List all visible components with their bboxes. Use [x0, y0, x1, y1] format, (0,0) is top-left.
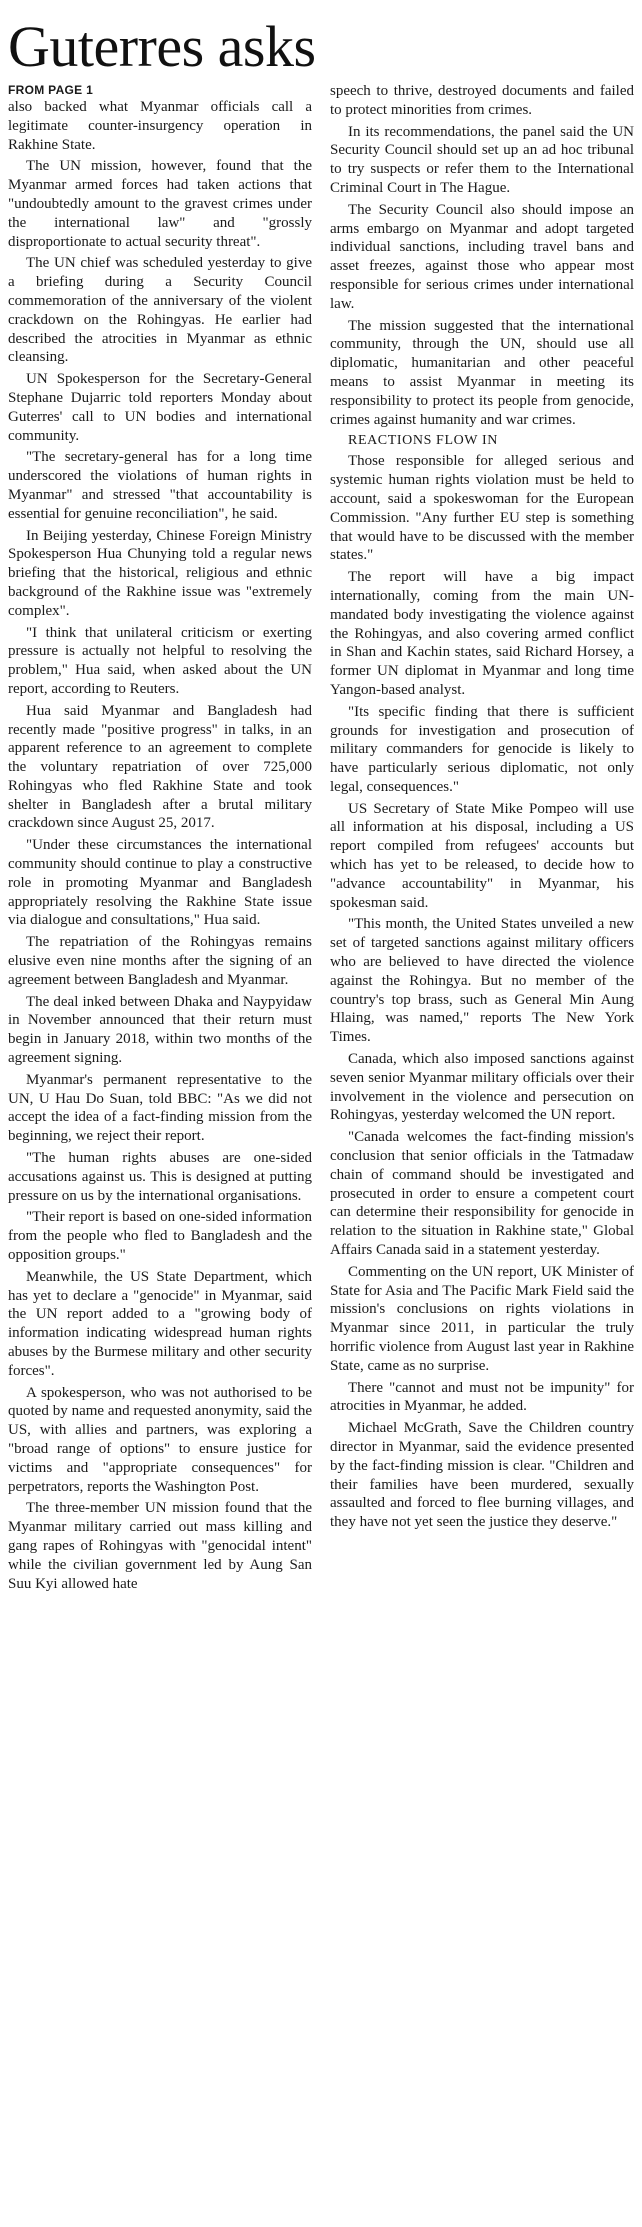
article-paragraph: Michael McGrath, Save the Children country director in Myanmar, said the evidence presented by the fact-finding mission is clear. "Children and their families have been murdered, sexually assaulted and forced to flee burning villages, and they have not yet seen the justice they deserve." — [330, 1420, 634, 1531]
article-paragraph: In Beijing yesterday, Chinese Foreign Ministry Spokesperson Hua Chunying told a regular news briefing that the historical, religious and ethnic background of the Rakhine issue was "extremely complex". — [8, 527, 312, 619]
article-paragraph: Canada, which also imposed sanctions against seven senior Myanmar military officials over their involvement in the violence and persecution on Rohingyas, yesterday welcomed the UN report. — [330, 1051, 634, 1124]
article-paragraph: "This month, the United States unveiled a new set of targeted sanctions against military officers who are believed to have directed the violence against the Rohingya. But no member of the country's top brass, such as General Min Aung Hlaing, was named," reports The New York Times. — [330, 916, 634, 1046]
article-paragraph: also backed what Myanmar officials call a legitimate counter-insurgency operation in Rakhine State. — [8, 99, 312, 153]
article-paragraph: "Canada welcomes the fact-finding mission's conclusion that senior officials in the Tatmadaw chain of command should be investigated and prosecuted in order to ensure a competent court can determine their responsibility for genocide in relation to the situation in Rakhine state," Global Affairs Canada said in a statement yesterday. — [330, 1129, 634, 1259]
article-paragraph: The UN mission, however, found that the Myanmar armed forces had taken actions that "undoubtedly amount to the gravest crimes under the international law" and "grossly disproportionate to actual security threat". — [8, 158, 312, 250]
right-column — [330, 82, 634, 1596]
article-paragraph: The Security Council also should impose an arms embargo on Myanmar and adopt targeted individual sanctions, including travel bans and asset freezes, against those who appear most responsible for serious crimes under international law. — [330, 201, 634, 312]
article-paragraph: The report will have a big impact internationally, coming from the main UN-mandated body investigating the violence against the Rohingyas, and also covering armed conflict in Shan and Kachin states, said Richard Horsey, a former UN diplomat in Myanmar and long time Yangon-based analyst. — [330, 569, 634, 698]
article-paragraph: A spokesperson, who was not authorised to be quoted by name and requested anonymity, said the US, with allies and partners, was exploring a "broad range of options" to ensure justice for victims and "appropriate consequences" for perpetrators, reports the Washington Post. — [8, 1384, 312, 1495]
article-paragraph: Those responsible for alleged serious and systemic human rights violation must be held to account, said a spokeswoman for the European Commission. "Any further EU step is something that would have to be discussed with the member states." — [330, 453, 634, 564]
article-paragraph: US Secretary of State Mike Pompeo will use all information at his disposal, including a US report compiled from refugees' accounts but which has yet to be released, to decide how to "advance accountability" in Myanmar, his spokesman said. — [330, 800, 634, 911]
article-paragraph: The UN chief was scheduled yesterday to give a briefing during a Security Council commemoration of the anniversary of the violent crackdown on the Rohingyas. He earlier had described the atrocities in Myanmar as ethnic cleansing. — [8, 255, 312, 366]
article-paragraph: "Their report is based on one-sided information from the people who fled to Bangladesh and the opposition groups." — [8, 1209, 312, 1264]
article-paragraph: "I think that unilateral criticism or exerting pressure is actually not helpful to resolving the problem," Hua said, when asked about the UN report, according to Reuters. — [8, 624, 312, 697]
article-body — [8, 82, 634, 1596]
right-column-top — [330, 82, 634, 429]
article-paragraph: "The secretary-general has for a long time underscored the violations of human rights in Myanmar" and stressed "that accountability is essential for genuine reconciliation", he said. — [8, 449, 312, 522]
article-paragraph: There "cannot and must not be impunity" for atrocities in Myanmar, he added. — [330, 1379, 634, 1415]
article-paragraph: "Under these circumstances the international community should continue to play a constructive role in promoting Myanmar and Bangladesh appropriately resolving the Rakhine State issue via dialogue and consultations," Hua said. — [8, 837, 312, 929]
article-paragraph: The repatriation of the Rohingyas remains elusive even nine months after the signing of an agreement between Bangladesh and Myanmar. — [8, 934, 312, 988]
article-paragraph: In its recommendations, the panel said the UN Security Council should set up an ad hoc tribunal to try suspects or refer them to the International Criminal Court in The Hague. — [330, 123, 634, 196]
newspaper-page — [0, 16, 642, 2227]
article-paragraph: "The human rights abuses are one-sided accusations against us. This is designed at putting pressure on us by the international organisations. — [8, 1150, 312, 1204]
article-paragraph: Hua said Myanmar and Bangladesh had recently made "positive progress" in talks, in an apparent reference to an agreement to complete the voluntary repatriation of over 725,000 Rohingyas who fled Rakhine State and took shelter in Bangladesh after a brutal military crackdown since August 25, 2017. — [8, 702, 312, 832]
article-paragraph: The deal inked between Dhaka and Naypyidaw in November announced that their return must begin in January 2018, within two months of the agreement signing. — [8, 993, 312, 1067]
article-paragraph: "Its specific finding that there is sufficient grounds for investigation and prosecution of military commanders for genocide is likely to have particularly serious diplomatic, not only legal, consequences." — [330, 703, 634, 795]
left-column — [8, 82, 312, 1596]
article-paragraph: Myanmar's permanent representative to the UN, U Hau Do Suan, told BBC: "As we did not accept the idea of a fact-finding mission from the beginning, we reject their report. — [8, 1071, 312, 1145]
article-paragraph: Commenting on the UN report, UK Minister of State for Asia and The Pacific Mark Field said the mission's conclusions on rights violations in Myanmar since 2011, in particular the truly horrific violence from August last year in Rakhine State, came as no surprise. — [330, 1263, 634, 1374]
right-column-bottom — [330, 452, 634, 1532]
article-paragraph: UN Spokesperson for the Secretary-General Stephane Dujarric told reporters Monday about Guterres' call to UN bodies and international community. — [8, 371, 312, 444]
article-paragraph: The mission suggested that the international community, through the UN, should use all diplomatic, humanitarian and other peaceful means to assist Myanmar in meeting its responsibility to protect its people from genocide, crimes against humanity and war crimes. — [330, 317, 634, 428]
article-paragraph: speech to thrive, destroyed documents and failed to protect minorities from crimes. — [330, 83, 634, 118]
subhead: REACTIONS FLOW IN — [348, 433, 498, 449]
article-paragraph: The three-member UN mission found that the Myanmar military carried out mass killing and gang rapes of Rohingyas with "genocidal intent" while the civilian government led by Aung San Suu Kyi allowed hate — [8, 1500, 312, 1592]
kicker: FROM PAGE 1 — [8, 83, 94, 97]
article-paragraph: Meanwhile, the US State Department, which has yet to declare a "genocide" in Myanmar, said the UN report added to a "growing body of information indicating widespread human rights abuses by the Burmese military and other security forces". — [8, 1268, 312, 1379]
headline: Guterres asks — [8, 14, 316, 79]
